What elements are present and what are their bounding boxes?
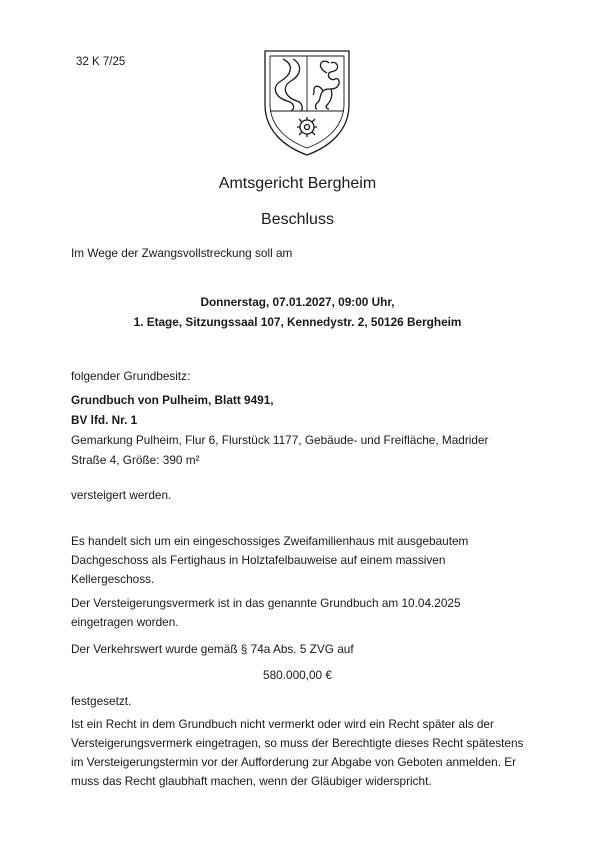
court-name: Amtsgericht Bergheim bbox=[218, 175, 377, 192]
parcel-line-1: Gemarkung Pulheim, Flur 6, Flurstück 1177, Gebäude- und Freifläche, Madrider bbox=[71, 433, 489, 447]
document-heading: Beschluss bbox=[261, 211, 334, 228]
land-register-line: Grundbuch von Pulheim, Blatt 9491, bbox=[71, 393, 274, 407]
rights-registration-note: Ist ein Recht in dem Grundbuch nicht vermerkt oder wird ein Recht später als der Versteigerungsvermerk eingetragen, so muss der Berechtigte dieses Recht spätestens im Versteigerungstermin vor der Aufforderung zur Abgabe von Geboten anmelden. Er muss das Recht glaubhaft machen, wenn der Gläubiger widerspricht. bbox=[71, 717, 524, 788]
auction-statement: versteigert werden. bbox=[71, 488, 172, 502]
bv-number-line: BV lfd. Nr. 1 bbox=[71, 413, 138, 427]
property-description: Es handelt sich um ein eingeschossiges Zweifamilienhaus mit ausgebautem Dachgeschoss als Fertighaus in Holztafelbauweise auf einem massiven Kellergeschoss. bbox=[71, 534, 469, 586]
market-value-amount: 580.000,00 € bbox=[263, 668, 332, 682]
market-value-outro: festgesetzt. bbox=[71, 694, 132, 708]
hearing-date: Donnerstag, 07.01.2027, 09:00 Uhr, bbox=[200, 295, 395, 309]
property-label: folgender Grundbesitz: bbox=[71, 369, 191, 383]
case-number: 32 K 7/25 bbox=[76, 56, 126, 68]
parcel-line-2: Straße 4, Größe: 390 m² bbox=[71, 453, 200, 467]
market-value-intro: Der Verkehrswert wurde gemäß § 74a Abs. 5 ZVG auf bbox=[71, 642, 354, 656]
register-entry-note: Der Versteigerungsvermerk ist in das genannte Grundbuch am 10.04.2025 eingetragen worden. bbox=[71, 596, 461, 629]
hearing-location: 1. Etage, Sitzungssaal 107, Kennedystr. 2, 50126 Bergheim bbox=[133, 315, 462, 329]
intro-text: Im Wege der Zwangsvollstreckung soll am bbox=[71, 246, 293, 260]
nrw-coat-of-arms-icon bbox=[261, 47, 353, 159]
